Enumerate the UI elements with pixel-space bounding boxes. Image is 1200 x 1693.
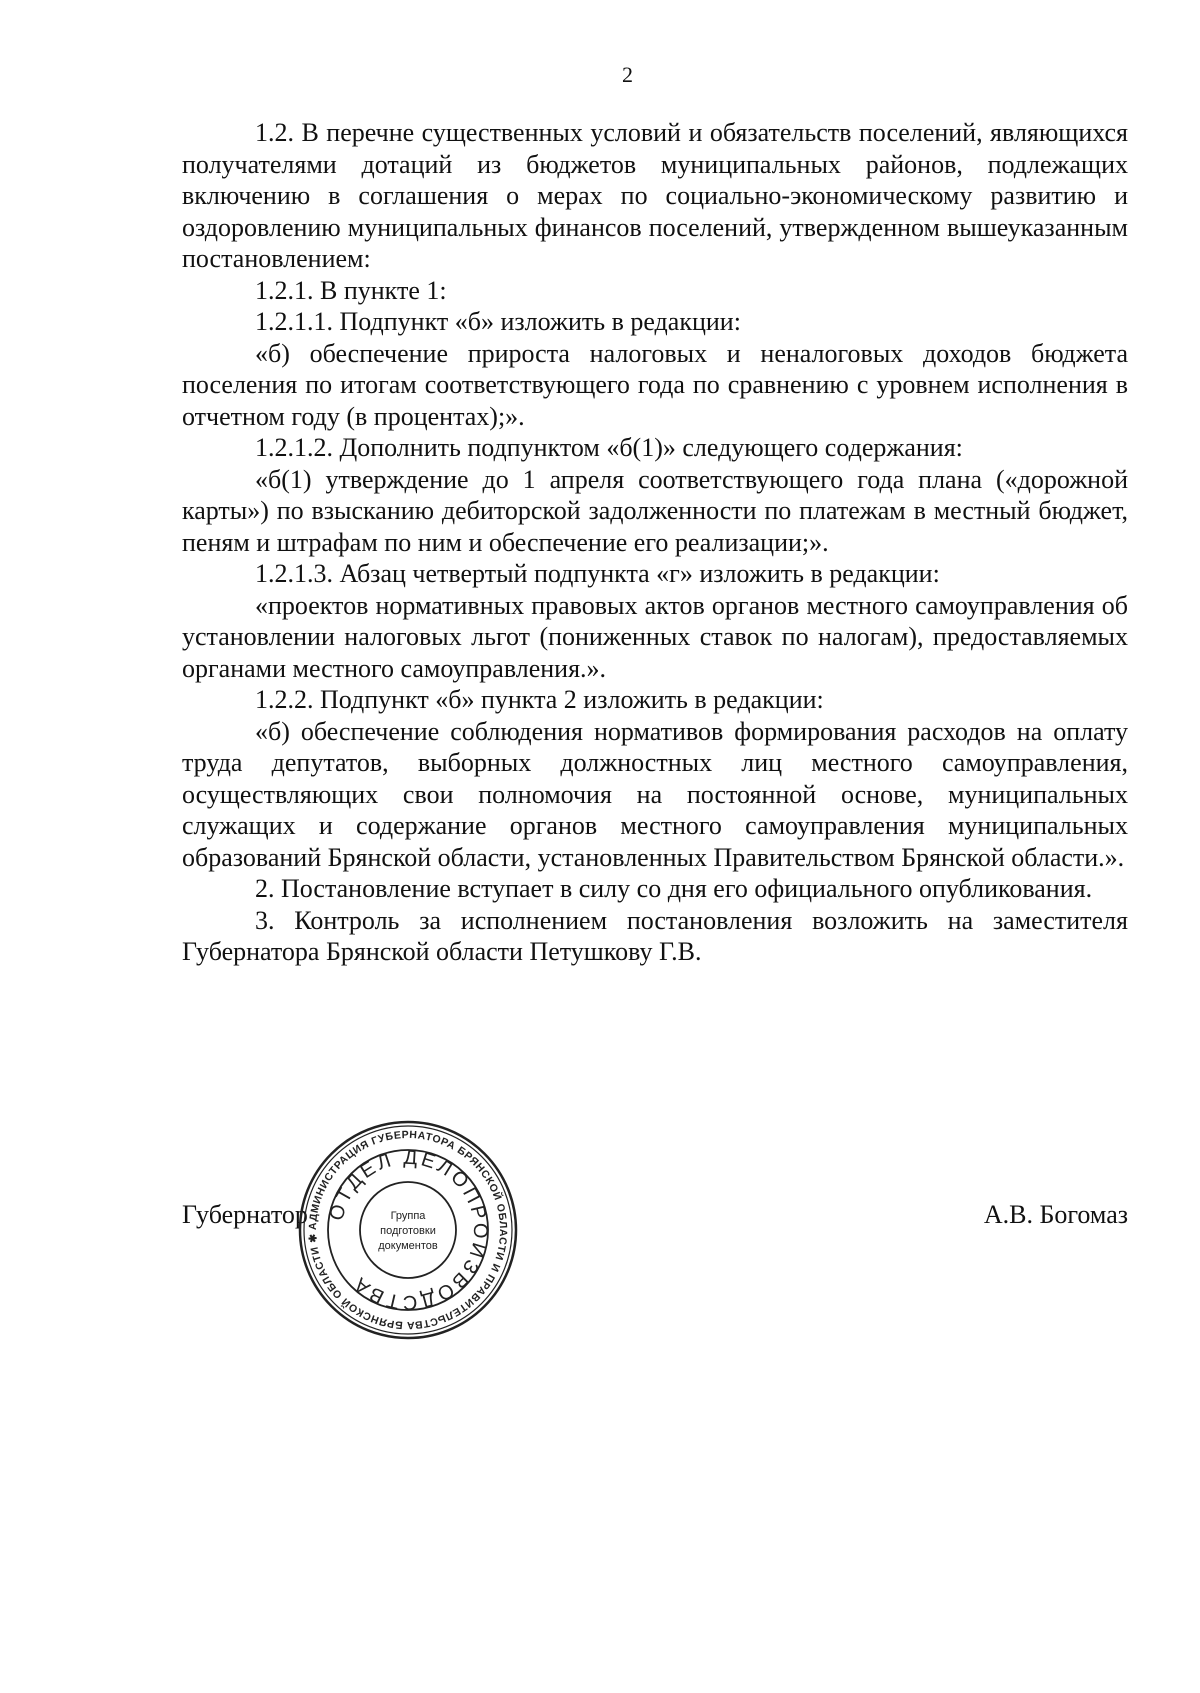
document-body: [182, 117, 1128, 968]
paragraph-1-2-1-1-text: «б) обеспечение прироста налоговых и неналоговых доходов бюджета поселения по итогам соответствующего года по сравнению с уровнем исполнения в отчетном году (в процентах);».: [182, 338, 1128, 431]
paragraph-1-2-1-1: 1.2.1.1. Подпункт «б» изложить в редакции:: [255, 307, 741, 336]
paragraph-1-2-2: 1.2.2. Подпункт «б» пункта 2 изложить в редакции:: [255, 685, 824, 714]
stamp-seal-icon: [296, 1118, 520, 1342]
stamp-outer-ring-text: АДМИНИСТРАЦИЯ ГУБЕРНАТОРА БРЯНСКОЙ ОБЛАСТИ И ПРАВИТЕЛЬСТВА БРЯНСКОЙ ОБЛАСТИ ✱: [306, 1128, 510, 1332]
paragraph-1-2-2-text: «б) обеспечение соблюдения нормативов формирования расходов на оплату труда депутатов, выборных должностных лиц местного самоуправления, осуществляющих свои полномочия на постоянной основе, муниципальных служащих и содержание органов местного самоуправления муниципальных образований Брянской области, установленных Правительством Брянской области.».: [182, 716, 1128, 872]
stamp-center-line-3: документов: [378, 1240, 438, 1252]
stamp-center-line-1: Группа: [390, 1210, 426, 1222]
paragraph-1-2-1-2: 1.2.1.2. Дополнить подпунктом «б(1)» следующего содержания:: [255, 433, 963, 462]
paragraph-1-2-1-2-text: «б(1) утверждение до 1 апреля соответствующего года плана («дорожной карты») по взысканию дебиторской задолженности по платежам в местный бюджет, пеням и штрафам по ним и обеспечение его реализации;».: [182, 464, 1128, 557]
paragraph-1-2-1-3-text: «проектов нормативных правовых актов органов местного самоуправления об установлении налоговых льгот (пониженных ставок по налогам), предоставляемых органами местного самоуправления.».: [182, 590, 1128, 683]
paragraph-2: 2. Постановление вступает в силу со дня его официального опубликования.: [255, 874, 1093, 903]
signatory-name: А.В. Богомаз: [983, 1200, 1128, 1229]
paragraph-1-2-1-3: 1.2.1.3. Абзац четвертый подпункта «г» изложить в редакции:: [255, 559, 940, 588]
paragraph-1-2: 1.2. В перечне существенных условий и обязательств поселений, являющихся получателями дотаций из бюджетов муниципальных районов, подлежащих включению в соглашения о мерах по социально-экономическому развитию и оздоровлению муниципальных финансов поселений, утвержденном вышеуказанным постановлением:: [182, 118, 1128, 273]
stamp-center-line-2: подготовки: [380, 1225, 436, 1237]
office-stamp: [296, 1118, 520, 1342]
signatory-position: Губернатор: [182, 1200, 308, 1229]
paragraph-3: 3. Контроль за исполнением постановления возложить на заместителя Губернатора Брянской области Петушкову Г.В.: [182, 905, 1128, 966]
paragraph-1-2-1: 1.2.1. В пункте 1:: [255, 275, 447, 305]
page-number: 2: [622, 62, 633, 87]
stamp-inner-ring-text: ОТДЕЛ ДЕЛОПРОИЗВОДСТВА: [325, 1146, 492, 1314]
